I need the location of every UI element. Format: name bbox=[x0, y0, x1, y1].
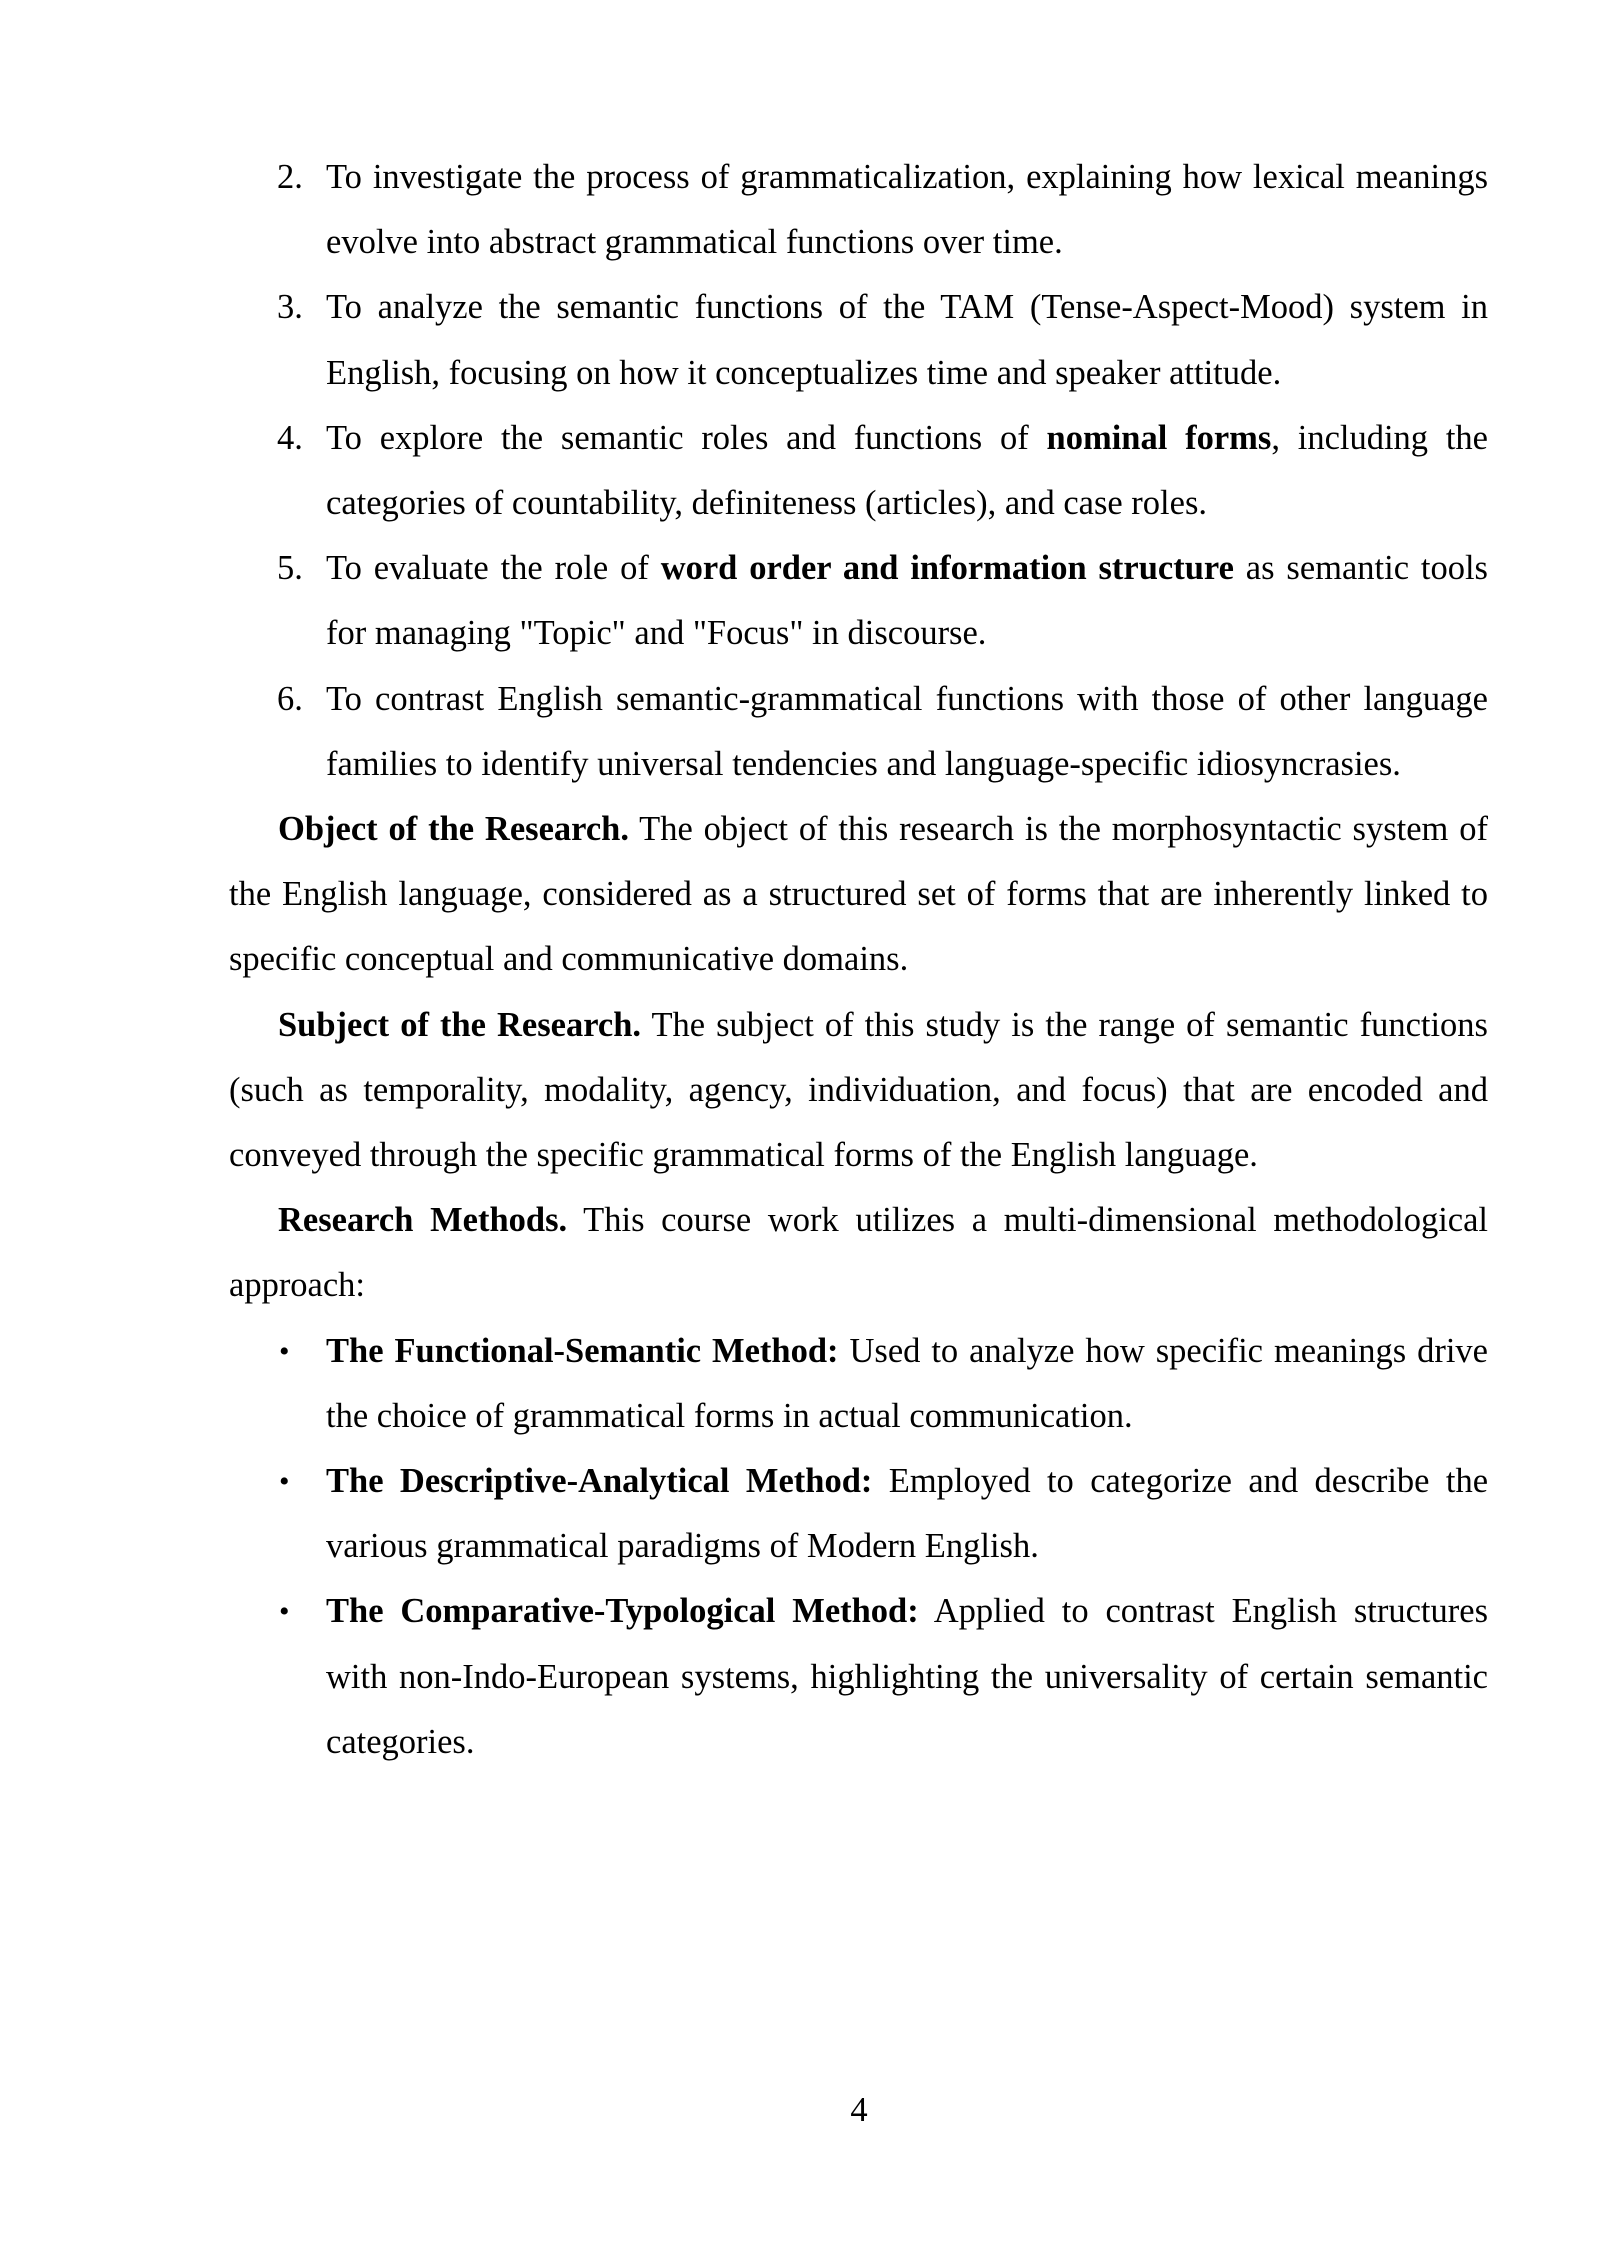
objective-item-5 bbox=[229, 536, 1488, 666]
list-number: 5. bbox=[277, 549, 303, 588]
method-description: Employed to categorize and describe the various grammatical paradigms of Modern English. bbox=[326, 1462, 1489, 1566]
objective-text: To contrast English semantic-grammatical functions with those of other language families to identify universal tendencies and language-specific idiosyncrasies. bbox=[326, 679, 1488, 783]
objective-bold-term: nominal forms bbox=[1046, 418, 1272, 457]
method-description: Used to analyze how specific meanings drive the choice of grammatical forms in actual communication. bbox=[326, 1331, 1488, 1435]
subject-of-research-text: The subject of this study is the range of semantic functions (such as temporality, modality, agency, individuation, and focus) that are encoded and conveyed through the specific grammatical forms of the English language. bbox=[229, 1005, 1488, 1175]
method-item-descriptive-analytical bbox=[229, 1449, 1488, 1579]
objective-text-start: To explore the semantic roles and functions of bbox=[326, 418, 1047, 457]
page-number: 4 bbox=[850, 2091, 868, 2129]
objective-item-4 bbox=[229, 406, 1488, 536]
list-number: 2. bbox=[277, 158, 303, 196]
bullet-icon: • bbox=[279, 1595, 290, 1629]
object-of-research-heading: Object of the Research. bbox=[278, 810, 629, 849]
object-of-research-text: The object of this research is the morphosyntactic system of the English language, considered as a structured set of forms that are inherently linked to specific conceptual and communicative domains. bbox=[229, 810, 1488, 979]
page-content bbox=[229, 145, 1488, 1775]
method-description: Applied to contrast English structures with non-Indo-European systems, highlighting the universality of certain semantic categories. bbox=[326, 1592, 1488, 1761]
methods-list bbox=[229, 1319, 1488, 1775]
subject-of-research-paragraph bbox=[229, 993, 1488, 1189]
method-name: The Descriptive-Analytical Method: bbox=[326, 1462, 873, 1501]
objective-item-6 bbox=[229, 667, 1488, 797]
list-number: 3. bbox=[277, 288, 303, 327]
method-name: The Comparative-Typological Method: bbox=[326, 1592, 919, 1631]
object-of-research-paragraph bbox=[229, 797, 1488, 993]
research-methods-text: This course work utilizes a multi-dimensional methodological approach: bbox=[229, 1201, 1488, 1305]
list-number: 6. bbox=[277, 679, 303, 718]
objectives-list bbox=[229, 145, 1488, 797]
objective-text: To investigate the process of grammaticalization, explaining how lexical meanings evolve into abstract grammatical functions over time. bbox=[326, 158, 1488, 262]
bullet-icon: • bbox=[279, 1334, 290, 1368]
objective-text-end: as semantic tools for managing "Topic" and "Focus" in discourse. bbox=[326, 549, 1488, 653]
objective-text-end: , including the categories of countability, definiteness (articles), and case roles. bbox=[326, 418, 1488, 523]
method-name: The Functional-Semantic Method: bbox=[326, 1331, 839, 1370]
list-number: 4. bbox=[277, 418, 303, 457]
bullet-icon: • bbox=[279, 1465, 290, 1499]
method-item-comparative-typological bbox=[229, 1579, 1488, 1775]
objective-text: To analyze the semantic functions of the TAM (Tense-Aspect-Mood) system in English, focusing on how it conceptualizes time and speaker attitude. bbox=[326, 288, 1488, 392]
objective-item-3 bbox=[229, 275, 1488, 405]
research-methods-heading: Research Methods. bbox=[278, 1201, 568, 1240]
method-item-functional-semantic bbox=[229, 1319, 1488, 1449]
subject-of-research-heading: Subject of the Research. bbox=[278, 1005, 642, 1044]
research-methods-paragraph bbox=[229, 1188, 1488, 1318]
objective-item-2 bbox=[229, 145, 1488, 275]
objective-text-start: To evaluate the role of bbox=[326, 549, 661, 588]
objective-bold-term: word order and information structure bbox=[660, 549, 1234, 588]
